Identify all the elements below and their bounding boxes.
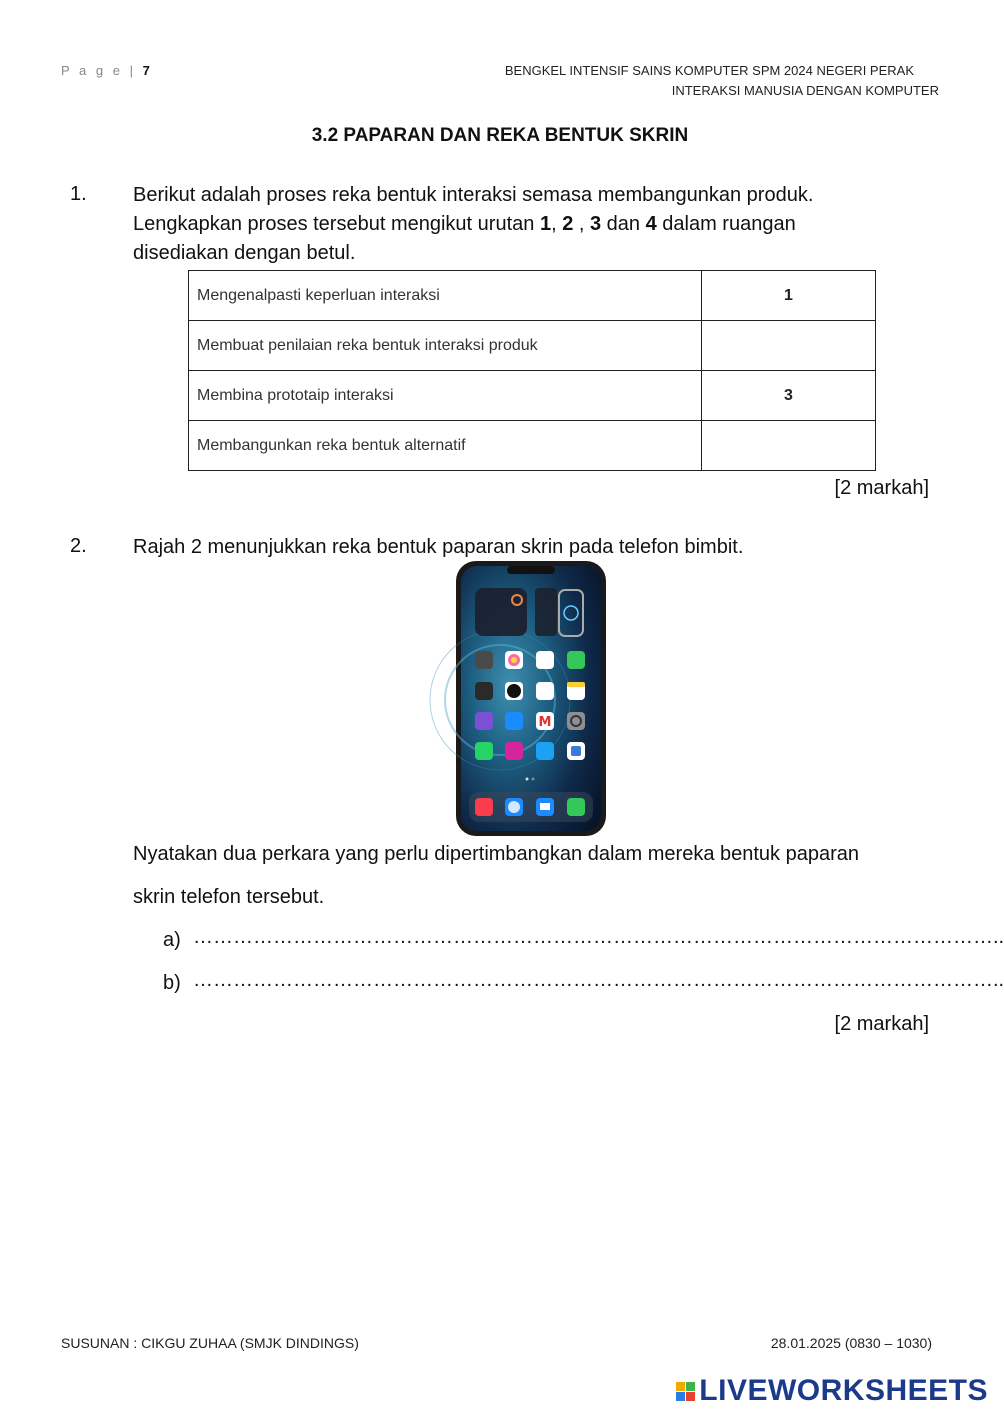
svg-text:M: M [538, 715, 552, 730]
app-icon [536, 742, 554, 760]
table-row [189, 421, 876, 471]
table-row [189, 321, 876, 371]
q2-prompt-line-1: Nyatakan dua perkara yang perlu dipertimbangkan dalam mereka bentuk paparan [133, 843, 860, 865]
q1-line-1: Berikut adalah proses reka bentuk interaksi semasa membangunkan produk. [133, 184, 814, 206]
app-icon [475, 742, 493, 760]
q1-number: 1. [70, 183, 87, 205]
app-icon [505, 742, 523, 760]
order-answer-cell[interactable]: 3 [702, 371, 876, 421]
app-icon [475, 682, 493, 700]
app-icon [567, 712, 585, 730]
page-label: P a g e | 7 [61, 63, 150, 78]
answer-b-line[interactable]: ………………………………………………………………………………………………………….. [193, 969, 1004, 991]
order-answer-cell[interactable]: 1 [702, 271, 876, 321]
process-label: Membuat penilaian reka bentuk interaksi produk [189, 321, 702, 371]
app-icon [536, 651, 554, 669]
answer-b-label: b) [163, 972, 181, 994]
q2-marks: [2 markah] [834, 1013, 929, 1035]
app-icon [536, 682, 554, 700]
app-icon [475, 712, 493, 730]
process-label: Membina prototaip interaksi [189, 371, 702, 421]
watermark-text: LIVEWORKSHEETS [699, 1374, 988, 1407]
app-icon [567, 651, 585, 669]
footer-date: 28.01.2025 (0830 – 1030) [770, 1335, 932, 1351]
q1-line-3: disediakan dengan betul. [133, 242, 356, 264]
q1-line-2: Lengkapkan proses tersebut mengikut urutan 1, 2 , 3 dan 4 dalam ruangan [133, 213, 796, 235]
table-row [189, 371, 876, 421]
liveworksheets-watermark [676, 1374, 988, 1408]
phone-notch [507, 566, 555, 574]
widget-activity [535, 588, 557, 636]
answer-a-line[interactable]: ………………………………………………………………………………………………………….. [193, 926, 1004, 948]
process-label: Mengenalpasti keperluan interaksi [189, 271, 702, 321]
page-number: 7 [142, 63, 150, 78]
process-label: Membangunkan reka bentuk alternatif [189, 421, 702, 471]
header-line-1: BENGKEL INTENSIF SAINS KOMPUTER SPM 2024 NEGERI PERAK [504, 63, 914, 78]
app-icon [505, 712, 523, 730]
footer-author: SUSUNAN : CIKGU ZUHAA (SMJK DINDINGS) [61, 1335, 359, 1351]
order-answer-cell[interactable] [702, 421, 876, 471]
q1-marks: [2 markah] [834, 477, 929, 499]
phone-illustration [455, 560, 607, 837]
app-icon [475, 651, 493, 669]
q1-order-table [188, 270, 876, 471]
header-line-2: INTERAKSI MANUSIA DENGAN KOMPUTER [671, 83, 939, 98]
q2-intro: Rajah 2 menunjukkan reka bentuk paparan skrin pada telefon bimbit. [133, 536, 744, 558]
table-row [189, 271, 876, 321]
q2-prompt-line-2: skrin telefon tersebut. [133, 886, 325, 908]
q2-number: 2. [70, 535, 87, 557]
dock-icon-music [475, 798, 493, 816]
section-title: 3.2 PAPARAN DAN REKA BENTUK SKRIN [311, 125, 689, 146]
dock-icon-phone [567, 798, 585, 816]
answer-a-label: a) [163, 929, 181, 951]
liveworksheets-logo-icon [676, 1382, 695, 1401]
q1-text [133, 181, 813, 268]
order-answer-cell[interactable] [702, 321, 876, 371]
